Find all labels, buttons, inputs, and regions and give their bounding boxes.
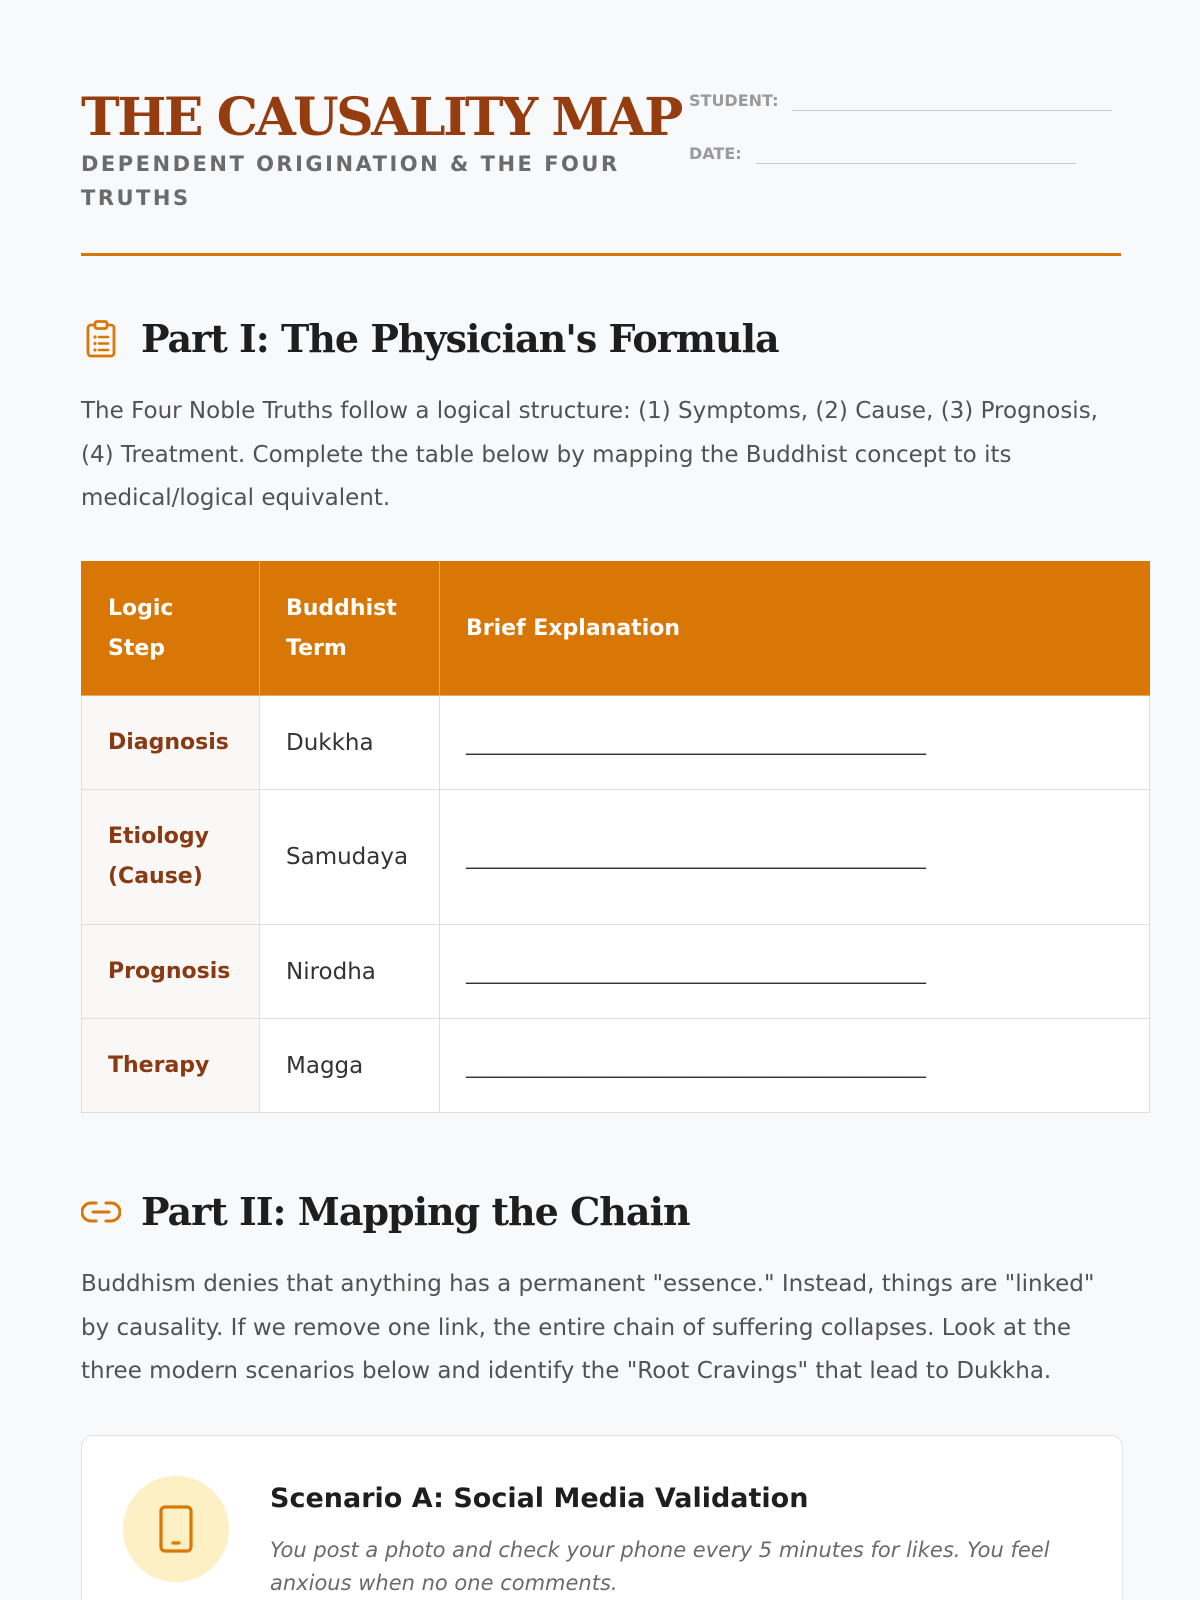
part2-intro: Buddhism denies that anything has a permanent "essence." Instead, things are "linked" by causality. If we remove one link, the entire chain of suffering collapses. Look at the three modern scenarios below and identify the "Root Cravings" that lead to Dukkha.	[81, 1271, 1095, 1384]
table-row	[82, 696, 1150, 790]
table-row	[82, 925, 1150, 1019]
worksheet-title: THE CAUSALITY MAP	[81, 87, 681, 148]
table-row	[82, 1019, 1150, 1113]
student-field[interactable]	[689, 90, 1112, 111]
header-buddhist-term: Buddhist Term	[260, 562, 440, 696]
clipboard-icon	[81, 319, 121, 359]
date-label: DATE:	[689, 144, 742, 163]
logic-step-cell: Etiology (Cause)	[82, 790, 260, 925]
part1-intro: The Four Noble Truths follow a logical structure: (1) Symptoms, (2) Cause, (3) Prognosis, (4) Treatment. Complete the table below by mapping the Buddhist concept to its medical/logical equivalent.	[81, 398, 1098, 511]
header-logic-step: Logic Step	[82, 562, 260, 696]
date-field[interactable]	[689, 143, 1076, 164]
date-input-line[interactable]	[756, 143, 1076, 164]
explanation-blank[interactable]: ______________________________________________	[440, 696, 1150, 790]
explanation-blank[interactable]: ______________________________________________	[440, 925, 1150, 1019]
table-row	[82, 790, 1150, 925]
scenario-a-card	[81, 1435, 1123, 1600]
worksheet-header	[81, 0, 1121, 256]
scenario-a-description: You post a photo and check your phone every 5 minutes for likes. You feel anxious when no one comments.	[270, 1538, 1050, 1595]
part2-heading	[81, 1188, 690, 1236]
header-divider	[81, 253, 1121, 256]
buddhist-term-cell: Dukkha	[260, 696, 440, 790]
truths-table	[81, 561, 1150, 1113]
student-input-line[interactable]	[792, 90, 1112, 111]
explanation-blank[interactable]: ______________________________________________	[440, 1019, 1150, 1113]
phone-icon	[123, 1476, 229, 1582]
logic-step-cell: Diagnosis	[82, 696, 260, 790]
logic-step-cell: Prognosis	[82, 925, 260, 1019]
explanation-blank[interactable]: ______________________________________________	[440, 790, 1150, 925]
worksheet-page	[81, 0, 1121, 1595]
student-label: STUDENT:	[689, 91, 779, 110]
logic-step-cell: Therapy	[82, 1019, 260, 1113]
scenario-a-title: Scenario A: Social Media Validation	[270, 1483, 809, 1514]
header-brief-explanation: Brief Explanation	[440, 562, 1150, 696]
part2-title: Part II: Mapping the Chain	[141, 1189, 690, 1234]
part1-heading	[81, 315, 779, 363]
buddhist-term-cell: Nirodha	[260, 925, 440, 1019]
part1-title: Part I: The Physician's Formula	[141, 316, 779, 361]
buddhist-term-cell: Samudaya	[260, 790, 440, 925]
worksheet-subtitle: DEPENDENT ORIGINATION & THE FOUR TRUTHS	[81, 152, 620, 210]
buddhist-term-cell: Magga	[260, 1019, 440, 1113]
link-icon	[81, 1192, 121, 1232]
